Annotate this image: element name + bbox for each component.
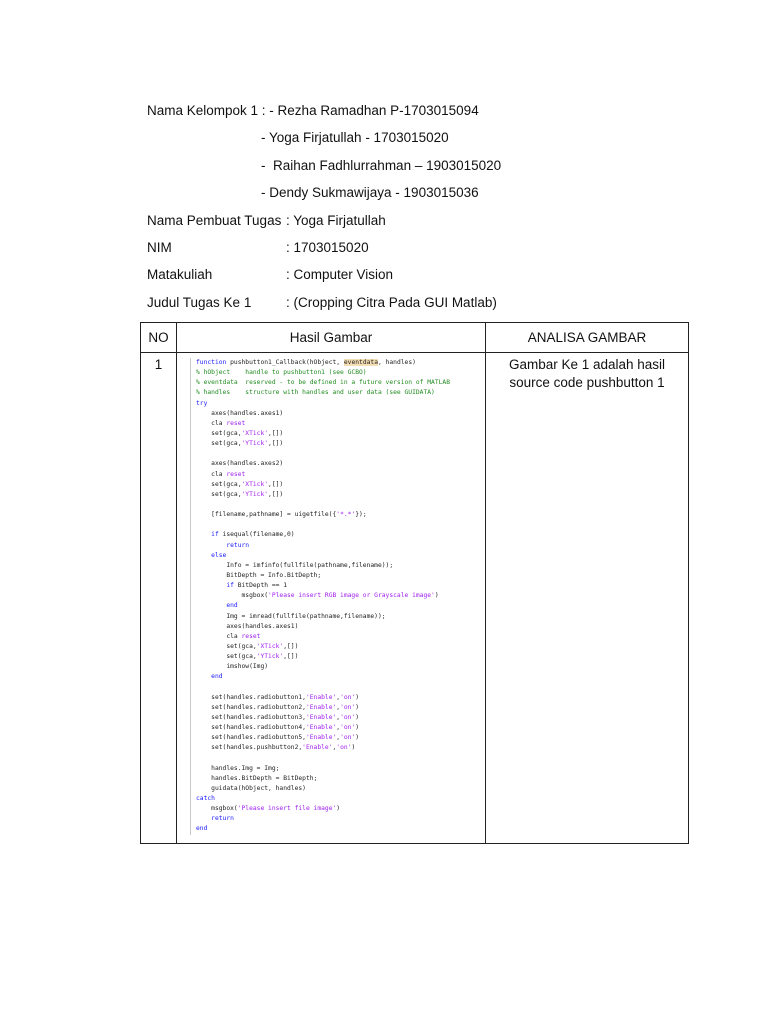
code-screenshot-cell <box>177 353 486 844</box>
member-line: - Dendy Sukmawijaya - 1903015036 <box>261 185 479 200</box>
field-value-nim: : 1703015020 <box>286 240 369 255</box>
analysis-text: Gambar Ke 1 adalah hasil source code pushbutton 1 <box>486 353 689 844</box>
table-row <box>141 353 689 844</box>
code-line: set(gca,'XTick',[]) <box>196 429 284 437</box>
field-label-author: Nama Pembuat Tugas <box>147 213 282 228</box>
code-screenshot <box>190 358 474 835</box>
code-line: handles.BitDepth = BitDepth; <box>196 774 318 782</box>
code-line <box>196 449 474 459</box>
code-line: catch <box>196 795 215 803</box>
field-value-title: : (Cropping Citra Pada GUI Matlab) <box>286 295 497 310</box>
code-line: else <box>211 551 227 559</box>
code-block <box>196 358 474 835</box>
code-line: axes(handles.axes1) <box>196 409 284 417</box>
member-line: - Raihan Fadhlurrahman – 1903015020 <box>261 158 502 173</box>
field-label-nim: NIM <box>147 240 172 255</box>
code-line: cla reset <box>196 470 246 478</box>
code-line: imshow(Img) <box>196 663 269 671</box>
code-line: msgbox('Please insert RGB image or Grayscale image') <box>196 592 439 600</box>
code-line: set(gca,'XTick',[]) <box>196 480 284 488</box>
code-line: BitDepth = Info.BitDepth; <box>196 571 322 579</box>
code-line: [filename,pathname] = uigetfile({'*.*'}); <box>196 511 367 519</box>
code-line: cla reset <box>196 632 261 640</box>
row-number: 1 <box>141 353 177 844</box>
code-line <box>196 500 474 510</box>
code-line: guidata(hObject, handles) <box>196 784 306 792</box>
code-line: set(handles.radiobutton3,'Enable','on') <box>196 713 360 721</box>
code-line: set(gca,'XTick',[]) <box>196 642 299 650</box>
table-header-row <box>141 323 689 353</box>
result-table <box>140 322 689 844</box>
code-line: axes(handles.axes1) <box>196 622 299 630</box>
code-line: set(handles.pushbutton2,'Enable','on') <box>196 744 356 752</box>
code-line <box>196 520 474 530</box>
code-line: return <box>211 815 234 823</box>
code-line: axes(handles.axes2) <box>196 460 284 468</box>
code-line: end <box>226 602 238 610</box>
code-line: Img = imread(fullfile(pathname,filename)); <box>196 612 386 620</box>
code-line <box>196 753 474 763</box>
code-line: set(handles.radiobutton4,'Enable','on') <box>196 724 360 732</box>
code-line: try <box>196 399 208 407</box>
field-value-course: : Computer Vision <box>286 267 394 282</box>
code-line: end <box>211 673 223 681</box>
field-label-title: Judul Tugas Ke 1 <box>147 295 252 310</box>
code-line: % eventdata reserved - to be defined in a future version of MATLAB <box>196 379 451 387</box>
field-value-author: : Yoga Firjatullah <box>286 213 386 228</box>
header-hasil-gambar: Hasil Gambar <box>177 323 486 353</box>
code-line: msgbox('Please insert file image') <box>196 805 341 813</box>
code-line: % hObject handle to pushbutton1 (see GCBO) <box>196 369 367 377</box>
code-line: Info = imfinfo(fullfile(pathname,filename)); <box>196 561 394 569</box>
code-line: set(handles.radiobutton5,'Enable','on') <box>196 734 360 742</box>
code-line: set(handles.radiobutton2,'Enable','on') <box>196 703 360 711</box>
code-line: if isequal(filename,0) <box>211 531 295 539</box>
code-line <box>196 683 474 693</box>
code-line: set(handles.radiobutton1,'Enable','on') <box>196 693 360 701</box>
group-line: Nama Kelompok 1 : - Rezha Ramadhan P-1703015094 <box>147 103 479 118</box>
code-line: handles.Img = Img; <box>196 764 280 772</box>
code-line: set(gca,'YTick',[]) <box>196 490 284 498</box>
field-label-course: Matakuliah <box>147 267 213 282</box>
code-line: end <box>196 825 208 833</box>
code-line: function pushbutton1_Callback(hObject, eventdata, handles) <box>196 359 416 366</box>
header-no: NO <box>141 323 177 353</box>
code-line: set(gca,'YTick',[]) <box>196 653 299 661</box>
code-line: % handles structure with handles and user data (see GUIDATA) <box>196 389 435 397</box>
code-line: return <box>226 541 250 549</box>
code-line: cla reset <box>196 419 246 427</box>
header-analisa-gambar: ANALISA GAMBAR <box>486 323 689 353</box>
code-line: set(gca,'YTick',[]) <box>196 440 284 448</box>
member-line: - Yoga Firjatullah - 1703015020 <box>261 130 449 145</box>
code-line: if BitDepth == 1 <box>226 582 288 590</box>
